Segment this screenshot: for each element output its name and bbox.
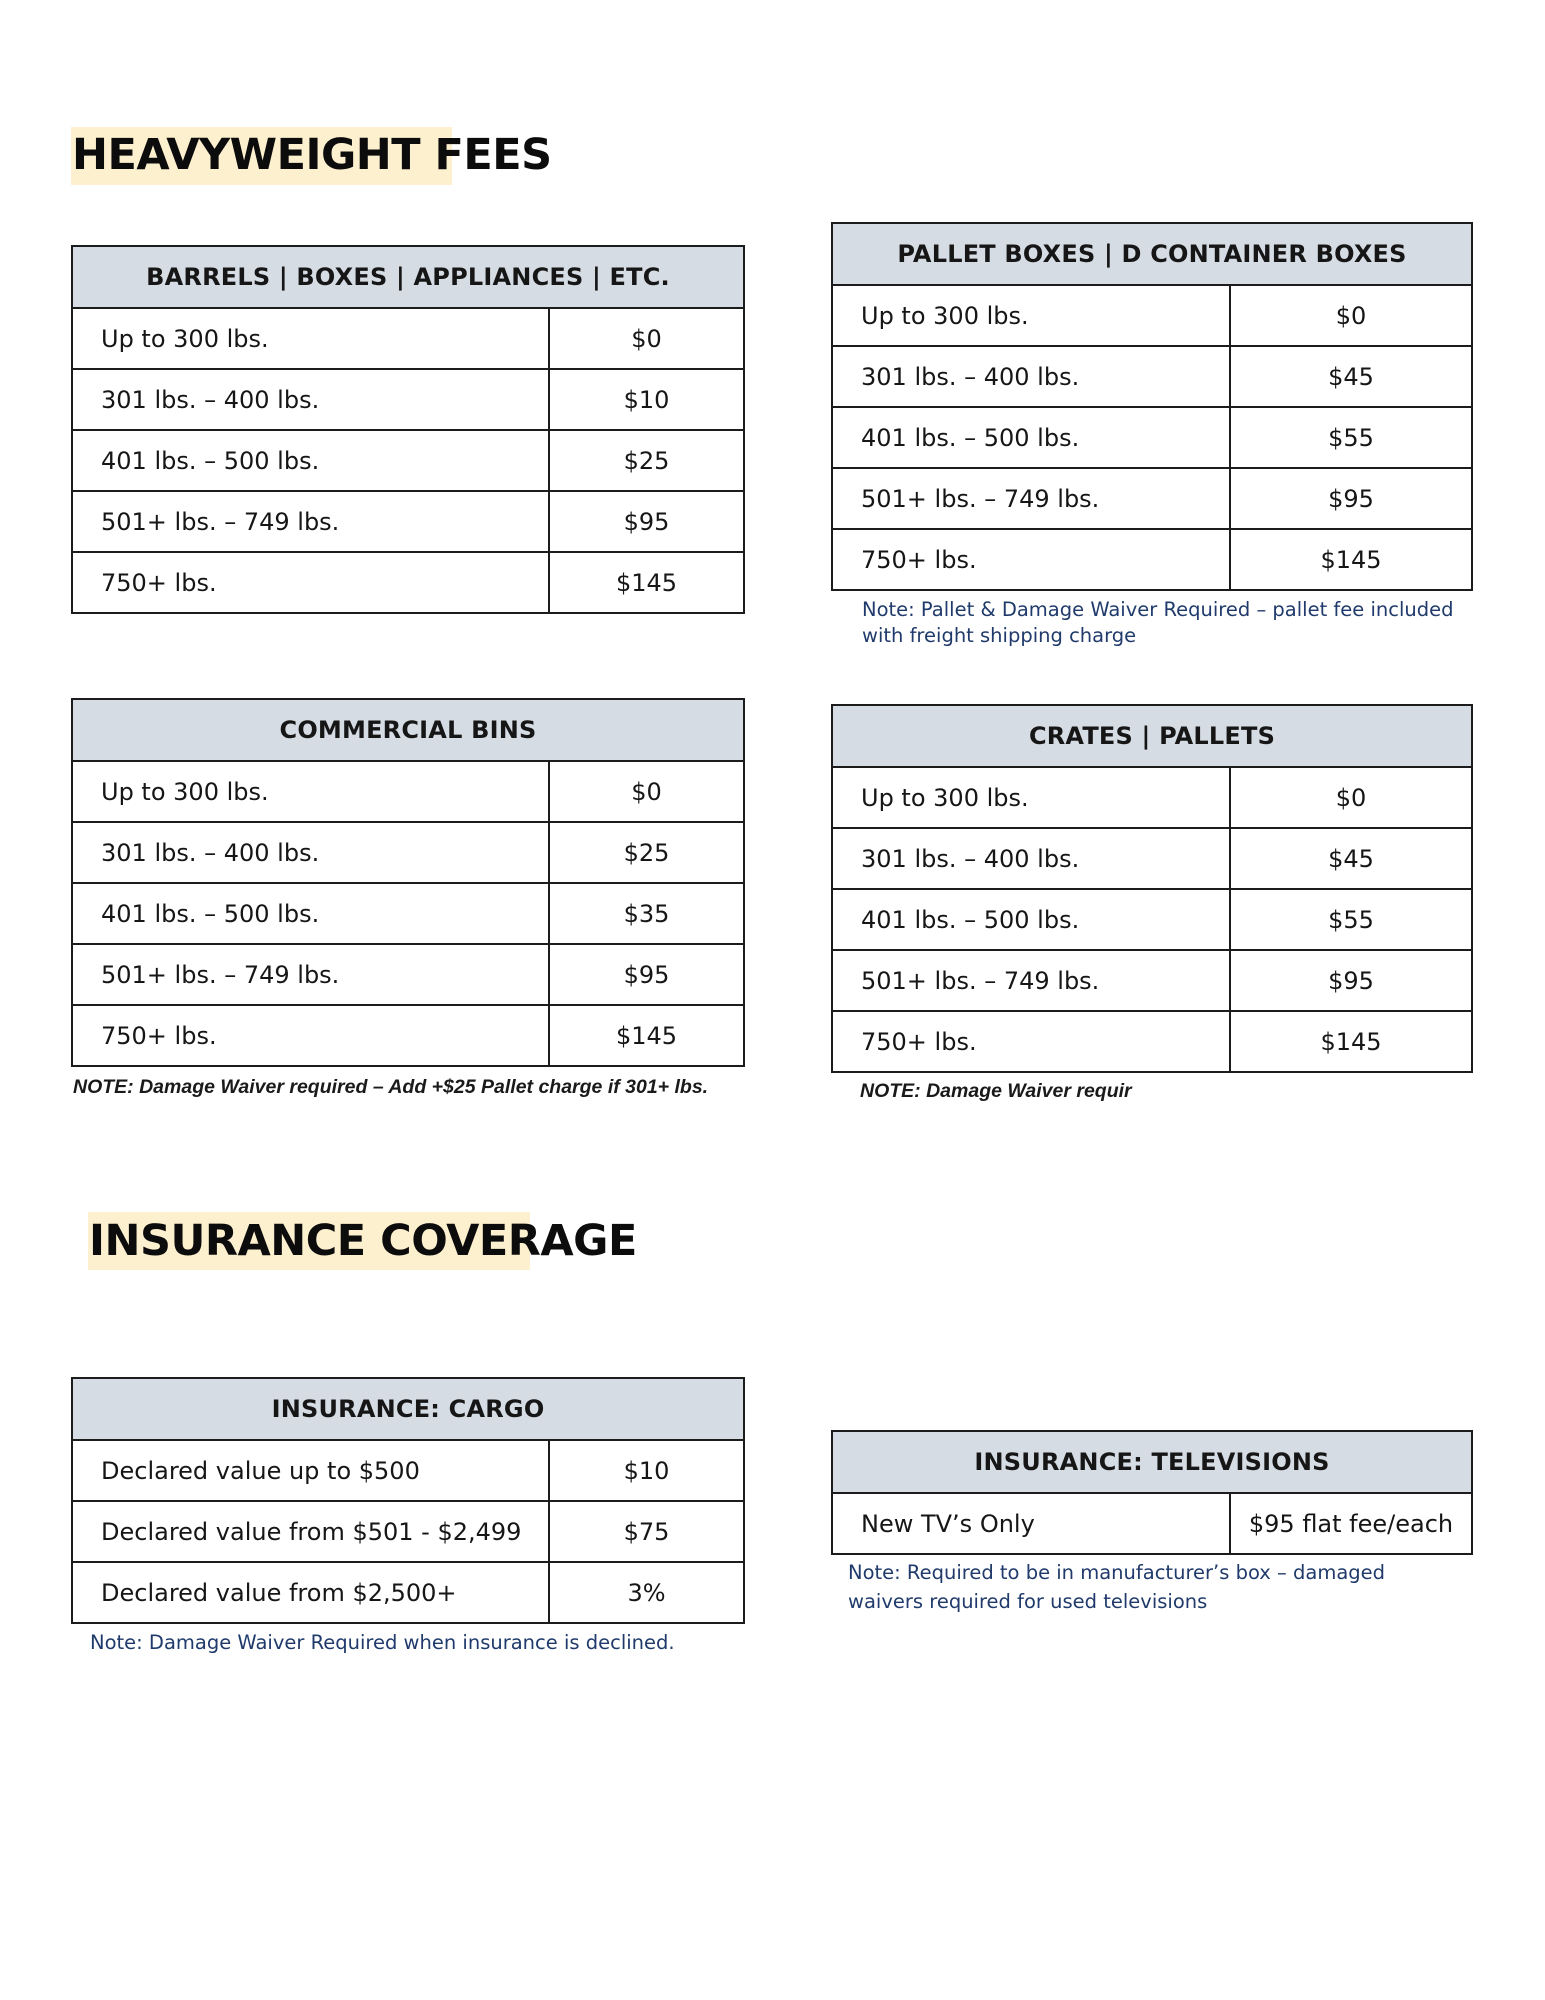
weight-range: Up to 300 lbs. bbox=[832, 767, 1230, 828]
fee-value: $25 bbox=[549, 822, 744, 883]
fee-value: $95 bbox=[549, 491, 744, 552]
heavyweight-fees-heading: HEAVYWEIGHT FEES bbox=[72, 130, 552, 180]
table-row bbox=[72, 822, 744, 883]
table-row bbox=[72, 430, 744, 491]
fee-value: $0 bbox=[1230, 285, 1472, 346]
table-title: COMMERCIAL BINS bbox=[72, 699, 744, 761]
fee-value: $145 bbox=[549, 552, 744, 613]
fee-value: $145 bbox=[1230, 529, 1472, 590]
weight-range: 501+ lbs. – 749 lbs. bbox=[832, 950, 1230, 1011]
pallet-boxes-note: Note: Pallet & Damage Waiver Required – pallet fee included with freight shipping charge bbox=[862, 598, 1454, 647]
table-row bbox=[72, 308, 744, 369]
table-row bbox=[832, 889, 1472, 950]
weight-range: 750+ lbs. bbox=[72, 552, 549, 613]
fee-value: $95 bbox=[1230, 950, 1472, 1011]
weight-range: 501+ lbs. – 749 lbs. bbox=[72, 944, 549, 1005]
weight-range: 301 lbs. – 400 lbs. bbox=[832, 346, 1230, 407]
fee-value: $10 bbox=[549, 1440, 744, 1501]
crates-fee-table bbox=[831, 704, 1473, 1073]
table-row bbox=[72, 491, 744, 552]
weight-range: 501+ lbs. – 749 lbs. bbox=[72, 491, 549, 552]
weight-range: 501+ lbs. – 749 lbs. bbox=[832, 468, 1230, 529]
table-title: PALLET BOXES | D CONTAINER BOXES bbox=[832, 223, 1472, 285]
weight-range: 750+ lbs. bbox=[832, 1011, 1230, 1072]
table-row bbox=[72, 1562, 744, 1623]
cargo-insurance-table bbox=[71, 1377, 745, 1624]
table-row bbox=[832, 767, 1472, 828]
table-row bbox=[72, 761, 744, 822]
pallet-boxes-fee-table bbox=[831, 222, 1473, 591]
table-row bbox=[832, 529, 1472, 590]
fee-value: $95 bbox=[1230, 468, 1472, 529]
commercial-bins-fee-table bbox=[71, 698, 745, 1067]
fee-value: $0 bbox=[549, 761, 744, 822]
table-title: INSURANCE: CARGO bbox=[72, 1378, 744, 1440]
table-row bbox=[72, 1501, 744, 1562]
insurance-coverage-heading: INSURANCE COVERAGE bbox=[89, 1216, 637, 1266]
table-row bbox=[832, 1011, 1472, 1072]
fee-value: $35 bbox=[549, 883, 744, 944]
table-row bbox=[832, 407, 1472, 468]
table-row bbox=[832, 828, 1472, 889]
table-title: BARRELS | BOXES | APPLIANCES | ETC. bbox=[72, 246, 744, 308]
weight-range: 401 lbs. – 500 lbs. bbox=[832, 407, 1230, 468]
table-row bbox=[72, 1440, 744, 1501]
weight-range: Up to 300 lbs. bbox=[72, 761, 549, 822]
table-row bbox=[832, 285, 1472, 346]
fee-value: $45 bbox=[1230, 828, 1472, 889]
fee-value: $0 bbox=[549, 308, 744, 369]
fee-value: $0 bbox=[1230, 767, 1472, 828]
table-title: CRATES | PALLETS bbox=[832, 705, 1472, 767]
fee-value: $95 flat fee/each bbox=[1230, 1493, 1472, 1554]
fee-value: $55 bbox=[1230, 889, 1472, 950]
weight-range: Up to 300 lbs. bbox=[832, 285, 1230, 346]
weight-range: 301 lbs. – 400 lbs. bbox=[72, 822, 549, 883]
table-row bbox=[832, 950, 1472, 1011]
table-row bbox=[72, 944, 744, 1005]
weight-range: 301 lbs. – 400 lbs. bbox=[72, 369, 549, 430]
weight-range: 750+ lbs. bbox=[832, 529, 1230, 590]
televisions-note: Note: Required to be in manufacturer’s box – damaged waivers required for used televisions bbox=[848, 1561, 1386, 1613]
table-title: INSURANCE: TELEVISIONS bbox=[832, 1431, 1472, 1493]
fee-value: $10 bbox=[549, 369, 744, 430]
table-row bbox=[72, 883, 744, 944]
coverage-item: New TV’s Only bbox=[832, 1493, 1230, 1554]
table-row bbox=[832, 346, 1472, 407]
fee-value: $145 bbox=[549, 1005, 744, 1066]
table-row bbox=[832, 468, 1472, 529]
declared-value: Declared value up to $500 bbox=[72, 1440, 549, 1501]
weight-range: 401 lbs. – 500 lbs. bbox=[72, 430, 549, 491]
crates-note: NOTE: Damage Waiver requir bbox=[860, 1080, 1132, 1102]
fee-value: 3% bbox=[549, 1562, 744, 1623]
weight-range: 401 lbs. – 500 lbs. bbox=[832, 889, 1230, 950]
table-row bbox=[72, 1005, 744, 1066]
table-row bbox=[72, 552, 744, 613]
weight-range: 750+ lbs. bbox=[72, 1005, 549, 1066]
commercial-bins-note: NOTE: Damage Waiver required – Add +$25 Pallet charge if 301+ lbs. bbox=[73, 1076, 709, 1098]
fee-value: $75 bbox=[549, 1501, 744, 1562]
cargo-note: Note: Damage Waiver Required when insurance is declined. bbox=[90, 1631, 675, 1654]
weight-range: 301 lbs. – 400 lbs. bbox=[832, 828, 1230, 889]
fee-value: $95 bbox=[549, 944, 744, 1005]
declared-value: Declared value from $501 - $2,499 bbox=[72, 1501, 549, 1562]
fee-value: $25 bbox=[549, 430, 744, 491]
fee-value: $145 bbox=[1230, 1011, 1472, 1072]
televisions-insurance-table bbox=[831, 1430, 1473, 1555]
fee-value: $55 bbox=[1230, 407, 1472, 468]
declared-value: Declared value from $2,500+ bbox=[72, 1562, 549, 1623]
weight-range: 401 lbs. – 500 lbs. bbox=[72, 883, 549, 944]
fee-value: $45 bbox=[1230, 346, 1472, 407]
table-row bbox=[832, 1493, 1472, 1554]
barrels-fee-table bbox=[71, 245, 745, 614]
table-row bbox=[72, 369, 744, 430]
weight-range: Up to 300 lbs. bbox=[72, 308, 549, 369]
